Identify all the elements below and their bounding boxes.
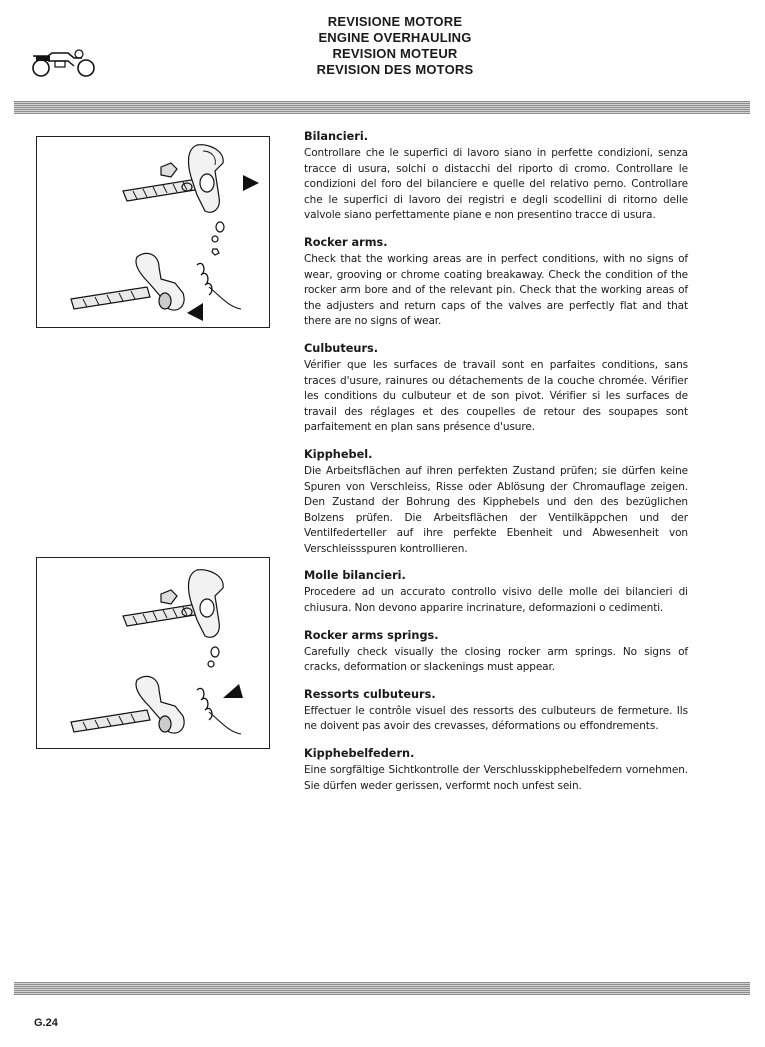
section-body: Die Arbeitsflächen auf ihren perfekten Zustand prüfen; sie dürfen keine Spuren von Verschleiss, Risse oder Ablösung der Chromauflage zeigen. Den Zustand der Bohrung des Kipphebels und den des bezüglichen Bolzens prüfen. Die Arbeitsflächen der Ventilkäppchen und der Ventilfederteller auf ihre perfekte Ebenheit und Abwesenheit von Verschleissspuren kontrollieren. (304, 464, 688, 555)
section-heading: Culbuteurs. (304, 341, 379, 355)
section-heading: Rocker arms springs. (304, 628, 439, 642)
section-kipphebelfedern (304, 747, 688, 794)
section-heading: Ressorts culbuteurs. (304, 687, 436, 701)
header-title-fr: REVISION MOTEUR (332, 46, 458, 61)
section-culbuteurs (304, 342, 688, 436)
section-body: Vérifier que les surfaces de travail sont en parfaites conditions, sans traces d'usure, rainures ou détachements de la couche chromée. Vérifier les conditions du culbuteur et de son pivot. Vérifier si les surfaces de travail des réglages et des coupelles de retour des soupapes sont parfaitement en plan sans présence d'usure. (304, 358, 688, 434)
page-header (230, 14, 560, 78)
section-kipphebel (304, 448, 688, 558)
header-title-en: ENGINE OVERHAULING (318, 30, 472, 45)
section-heading: Molle bilancieri. (304, 569, 406, 583)
text-column (304, 130, 688, 806)
footer-divider-band (14, 982, 750, 995)
section-body: Check that the working areas are in perfect conditions, with no signs of wear, grooving or chrome coating breakaway. Check the condition of the rocker arm bore and of the relevant pin. Check that the working areas of the adjusters and return caps of the valves are perfectly flat and that there are no signs of wear. (304, 252, 688, 328)
rocker-arm-springs-diagram (36, 557, 270, 749)
section-rocker-arms (304, 236, 688, 330)
header-title-de: REVISION DES MOTORS (316, 62, 474, 77)
header-divider-band (14, 101, 750, 114)
section-heading: Kipphebel. (304, 447, 373, 461)
section-rocker-arms-springs (304, 629, 688, 676)
section-body: Effectuer le contrôle visuel des ressorts des culbuteurs de fermeture. Ils ne doivent pas avoir des crevasses, déformations ou effondrements. (304, 704, 688, 733)
section-body: Carefully check visually the closing rocker arm springs. No signs of cracks, deformation or slackenings must appear. (304, 645, 688, 674)
motorcycle-icon (28, 44, 100, 80)
section-body: Eine sorgfältige Sichtkontrolle der Verschlusskipphebelfedern vornehmen. Sie dürfen weder gerissen, verformt noch unfest sein. (304, 764, 688, 792)
header-title-it: REVISIONE MOTORE (327, 14, 463, 29)
section-molle-bilancieri (304, 569, 688, 616)
section-heading: Bilancieri. (304, 130, 368, 143)
rocker-arm-assembly-diagram (36, 136, 270, 328)
section-heading: Kipphebelfedern. (304, 747, 415, 761)
section-ressorts-culbuteurs (304, 688, 688, 735)
section-body: Controllare che le superfici di lavoro siano in perfette condizioni, senza tracce di usura, solchi o distacchi del riporto di cromo. Controllare le condizioni del foro del bilanciere e quelle del relativo perno. Controllare che le superfici di lavoro dei registri e degli scodellini di ritorno delle valvole siano perfettamente piane e non presentino tracce di usura. (304, 147, 688, 222)
page-number: G.24 (34, 1017, 58, 1029)
section-bilancieri (304, 130, 688, 224)
section-body: Procedere ad un accurato controllo visivo delle molle dei bilancieri di chiusura. Non devono apparire incrinature, deformazioni o cedimenti. (304, 586, 688, 615)
section-heading: Rocker arms. (304, 235, 388, 249)
